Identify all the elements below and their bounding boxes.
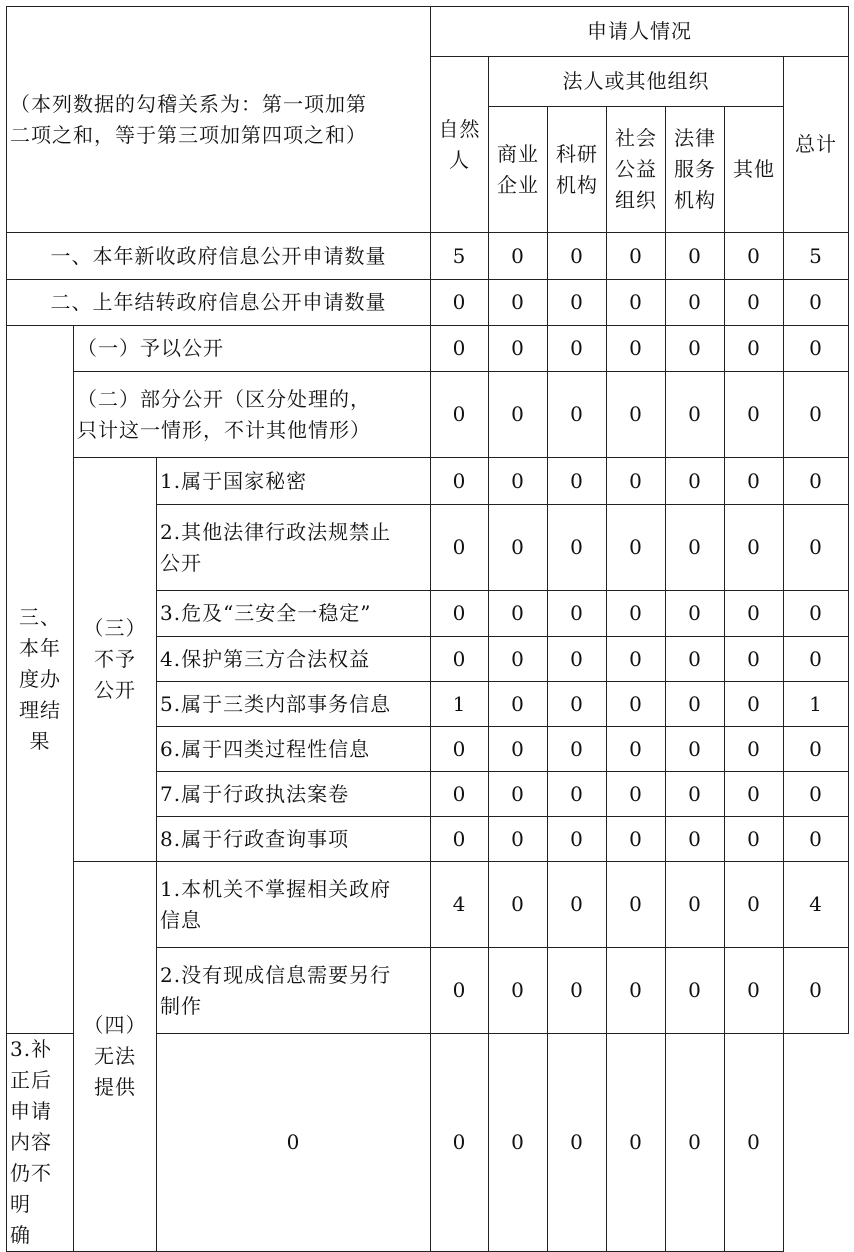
value-cell: 0 — [548, 817, 607, 862]
value-cell: 0 — [607, 637, 666, 682]
row-label — [7, 1034, 74, 1252]
row-label-line: 确 — [10, 1223, 31, 1247]
value-cell: 0 — [725, 591, 784, 637]
value-cell: 0 — [431, 1034, 489, 1252]
other-header: 其他 — [725, 107, 784, 233]
value-cell: 0 — [666, 727, 725, 772]
value-cell: 0 — [607, 772, 666, 817]
value-cell: 0 — [725, 817, 784, 862]
row-label-line: 3.补正后申请内容仍不明 — [10, 1037, 53, 1216]
value-cell: 0 — [725, 727, 784, 772]
header-line: 自然 — [438, 116, 481, 141]
value-cell: 0 — [548, 326, 607, 372]
group-label-line: 无法 — [94, 1044, 136, 1068]
value-cell: 0 — [431, 772, 489, 817]
row-label: 一、本年新收政府信息公开申请数量 — [7, 233, 431, 280]
section-label-line: 本年 — [19, 636, 61, 660]
commercial-header — [489, 107, 548, 233]
value-cell: 0 — [725, 505, 784, 591]
value-cell: 0 — [725, 326, 784, 372]
value-cell: 4 — [431, 862, 489, 948]
value-cell: 0 — [666, 326, 725, 372]
row-label: 8.属于行政查询事项 — [157, 817, 431, 862]
header-line: 公益 — [615, 157, 658, 181]
value-cell: 0 — [548, 591, 607, 637]
value-cell: 0 — [607, 372, 666, 458]
value-cell: 0 — [607, 682, 666, 727]
value-cell: 0 — [489, 817, 548, 862]
value-cell: 5 — [784, 233, 849, 280]
row-label-line: 1.本机关不掌握相关政府 — [160, 876, 392, 901]
row-label: 二、上年结转政府信息公开申请数量 — [7, 280, 431, 326]
value-cell: 0 — [548, 372, 607, 458]
value-cell: 0 — [431, 280, 489, 326]
value-cell: 0 — [548, 233, 607, 280]
value-cell: 0 — [666, 372, 725, 458]
value-cell: 0 — [548, 727, 607, 772]
value-cell: 0 — [784, 772, 849, 817]
value-cell: 0 — [489, 682, 548, 727]
row-label: 1.属于国家秘密 — [157, 458, 431, 505]
group-label-line: 公开 — [94, 678, 136, 702]
value-cell: 0 — [666, 817, 725, 862]
value-cell: 0 — [431, 817, 489, 862]
value-cell: 0 — [725, 682, 784, 727]
value-cell: 0 — [431, 505, 489, 591]
table-row — [7, 458, 849, 505]
value-cell: 0 — [548, 948, 607, 1034]
social-header — [607, 107, 666, 233]
value-cell: 0 — [157, 1034, 431, 1252]
row-label-line: 信息 — [160, 907, 202, 932]
value-cell: 0 — [666, 280, 725, 326]
value-cell: 0 — [666, 637, 725, 682]
value-cell: 0 — [784, 505, 849, 591]
value-cell: 0 — [607, 817, 666, 862]
value-cell: 0 — [784, 817, 849, 862]
header-line: 企业 — [497, 172, 540, 197]
value-cell: 0 — [666, 233, 725, 280]
value-cell: 0 — [548, 458, 607, 505]
row-label-line: （二）部分公开（区分处理的， — [77, 386, 371, 411]
value-cell: 0 — [431, 372, 489, 458]
value-cell: 0 — [489, 727, 548, 772]
value-cell: 0 — [666, 591, 725, 637]
row-label-line: 公开 — [160, 550, 202, 575]
row-label: 6.属于四类过程性信息 — [157, 727, 431, 772]
value-cell: 0 — [607, 591, 666, 637]
value-cell: 0 — [489, 233, 548, 280]
group-label-line: （四） — [83, 1013, 147, 1037]
value-cell: 0 — [725, 862, 784, 948]
group-label-line: 提供 — [94, 1075, 136, 1099]
legal-service-header — [666, 107, 725, 233]
table-note-cell — [7, 7, 431, 233]
value-cell: 0 — [489, 637, 548, 682]
row-label: （一）予以公开 — [74, 326, 431, 372]
value-cell: 0 — [489, 280, 548, 326]
value-cell: 0 — [666, 505, 725, 591]
value-cell: 0 — [725, 458, 784, 505]
header-line: 机构 — [674, 188, 717, 212]
value-cell: 0 — [548, 280, 607, 326]
value-cell: 0 — [666, 862, 725, 948]
value-cell: 0 — [489, 458, 548, 505]
value-cell: 0 — [666, 772, 725, 817]
header-line: 服务 — [674, 157, 717, 181]
value-cell: 0 — [725, 280, 784, 326]
table-row — [7, 233, 849, 280]
value-cell: 0 — [607, 727, 666, 772]
value-cell: 0 — [784, 326, 849, 372]
value-cell: 0 — [607, 1034, 666, 1252]
value-cell: 0 — [725, 1034, 784, 1252]
no-disclose-group-label — [74, 458, 157, 862]
value-cell: 0 — [489, 948, 548, 1034]
value-cell: 4 — [784, 862, 849, 948]
disclosure-statistics-table — [6, 6, 849, 1252]
section-label-line: 理结 — [19, 698, 61, 722]
value-cell: 0 — [607, 326, 666, 372]
value-cell: 0 — [666, 682, 725, 727]
header-line: 人 — [449, 147, 471, 172]
header-line: 商业 — [497, 141, 540, 166]
value-cell: 0 — [489, 1034, 548, 1252]
value-cell: 0 — [548, 772, 607, 817]
row-label — [157, 948, 431, 1034]
group-label-line: 不予 — [94, 647, 136, 671]
value-cell: 0 — [666, 948, 725, 1034]
value-cell: 0 — [666, 458, 725, 505]
report-table-container — [6, 6, 849, 1252]
value-cell: 0 — [431, 948, 489, 1034]
section-label-line: 度办 — [19, 667, 61, 691]
value-cell: 0 — [725, 233, 784, 280]
group-label-line: （三） — [83, 616, 147, 640]
value-cell: 0 — [431, 727, 489, 772]
research-header — [548, 107, 607, 233]
header-line: 机构 — [556, 172, 599, 197]
table-row — [7, 326, 849, 372]
value-cell: 0 — [666, 1034, 725, 1252]
value-cell: 0 — [607, 862, 666, 948]
value-cell: 0 — [607, 458, 666, 505]
row-label-line: 只计这一情形，不计其他情形） — [77, 417, 371, 442]
value-cell: 0 — [784, 637, 849, 682]
value-cell: 0 — [784, 727, 849, 772]
row-label: 3.危及“三安全一稳定” — [157, 591, 431, 637]
value-cell: 1 — [784, 682, 849, 727]
value-cell: 0 — [489, 862, 548, 948]
header-line: 社会 — [615, 126, 658, 150]
header-line: 组织 — [615, 188, 658, 212]
value-cell: 0 — [784, 280, 849, 326]
value-cell: 0 — [607, 948, 666, 1034]
value-cell: 0 — [548, 505, 607, 591]
value-cell: 0 — [725, 948, 784, 1034]
total-header: 总计 — [784, 57, 849, 233]
value-cell: 1 — [431, 682, 489, 727]
value-cell: 0 — [431, 326, 489, 372]
value-cell: 0 — [431, 591, 489, 637]
row-label: 7.属于行政执法案卷 — [157, 772, 431, 817]
value-cell: 0 — [784, 372, 849, 458]
value-cell: 0 — [725, 637, 784, 682]
value-cell: 0 — [548, 682, 607, 727]
row-label — [157, 862, 431, 948]
row-label-line: 2.没有现成信息需要另行 — [160, 962, 392, 987]
value-cell: 0 — [489, 772, 548, 817]
table-row — [7, 280, 849, 326]
value-cell: 0 — [489, 505, 548, 591]
section3-label — [7, 326, 74, 1034]
applicant-group-header: 申请人情况 — [431, 7, 849, 57]
value-cell: 0 — [607, 280, 666, 326]
row-label: 5.属于三类内部事务信息 — [157, 682, 431, 727]
section-label-line: 果 — [29, 729, 51, 753]
section-label-line: 三、 — [19, 605, 61, 629]
value-cell: 0 — [784, 591, 849, 637]
row-label-line: 2.其他法律行政法规禁止 — [160, 519, 392, 544]
row-label-line: 制作 — [160, 993, 202, 1018]
header-line: 科研 — [556, 141, 599, 166]
header-line: 法律 — [674, 126, 717, 150]
value-cell: 0 — [725, 772, 784, 817]
value-cell: 0 — [489, 591, 548, 637]
cannot-provide-group-label — [74, 862, 157, 1252]
value-cell: 0 — [548, 1034, 607, 1252]
value-cell: 0 — [784, 458, 849, 505]
table-note-line: （本列数据的勾稽关系为：第一项加第 — [10, 91, 367, 116]
value-cell: 0 — [489, 326, 548, 372]
value-cell: 0 — [548, 862, 607, 948]
table-note-line: 二项之和，等于第三项加第四项之和） — [10, 122, 367, 147]
value-cell: 0 — [784, 948, 849, 1034]
row-label — [74, 372, 431, 458]
value-cell: 0 — [607, 233, 666, 280]
table-row — [7, 372, 849, 458]
value-cell: 0 — [431, 458, 489, 505]
value-cell: 0 — [431, 637, 489, 682]
value-cell: 0 — [607, 505, 666, 591]
natural-person-header — [431, 57, 489, 233]
value-cell: 0 — [548, 637, 607, 682]
value-cell: 0 — [489, 372, 548, 458]
table-row — [7, 862, 849, 948]
legal-group-header: 法人或其他组织 — [489, 57, 784, 107]
value-cell: 0 — [725, 372, 784, 458]
row-label: 4.保护第三方合法权益 — [157, 637, 431, 682]
row-label — [157, 505, 431, 591]
value-cell: 5 — [431, 233, 489, 280]
